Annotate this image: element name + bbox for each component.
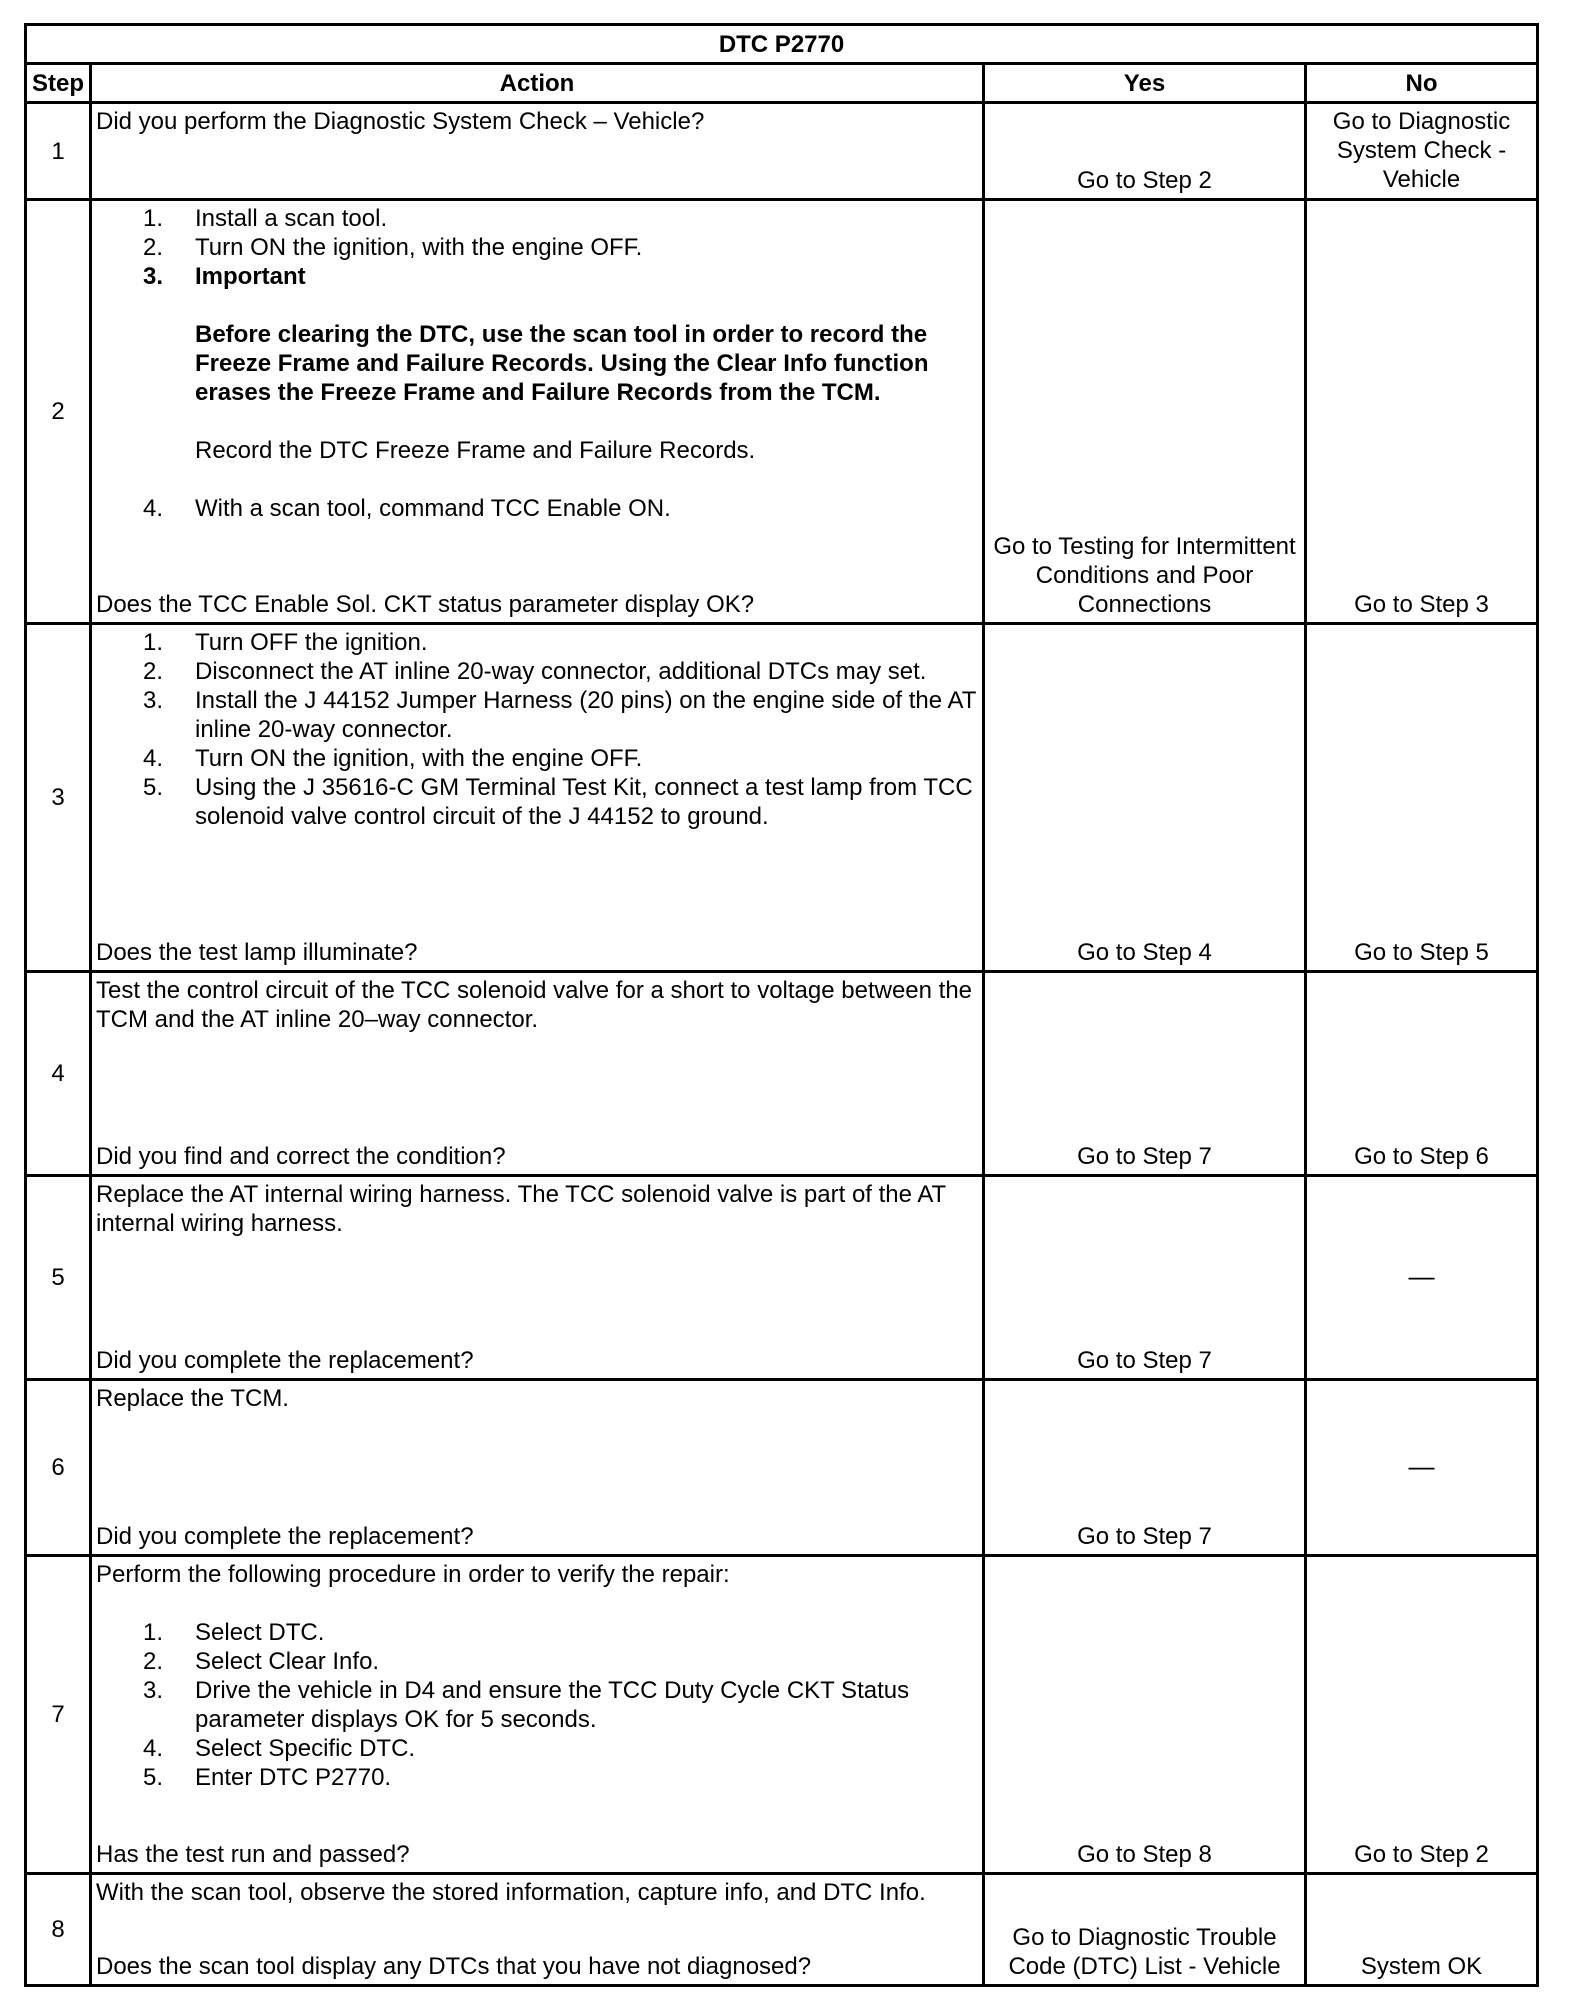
yes-cell: Go to Diagnostic Trouble Code (DTC) List - Vehicle xyxy=(984,1874,1306,1986)
list-item: Install a scan tool. xyxy=(195,205,388,232)
list-item: Turn ON the ignition, with the engine OFF. xyxy=(195,234,643,261)
yes-cell: Go to Step 7 xyxy=(984,1176,1306,1380)
header-action: Action xyxy=(91,64,984,103)
yes-cell: Go to Step 7 xyxy=(984,972,1306,1176)
no-cell: Go to Step 5 xyxy=(1306,624,1538,972)
no-cell: — xyxy=(1306,1176,1538,1380)
action-cell xyxy=(91,103,984,200)
important-note: Before clearing the DTC, use the scan tool in order to record the Freeze Frame and Failure Records. Using the Clear Info function erases the Freeze Frame and Failure Records from the TCM. xyxy=(195,321,929,406)
action-list xyxy=(96,204,978,291)
header-step: Step xyxy=(26,64,91,103)
action-question: Did you perform the Diagnostic System Check – Vehicle? xyxy=(96,108,705,135)
action-question: Did you find and correct the condition? xyxy=(96,1143,506,1170)
list-item: Select Clear Info. xyxy=(195,1648,380,1675)
title-row xyxy=(26,25,1538,64)
step-number: 4 xyxy=(26,972,91,1176)
list-item: Enter DTC P2770. xyxy=(195,1764,392,1791)
no-cell: Go to Step 2 xyxy=(1306,1556,1538,1874)
list-item: Install the J 44152 Jumper Harness (20 pins) on the engine side of the AT inline 20-way connector. xyxy=(195,687,976,743)
action-question: Does the TCC Enable Sol. CKT status parameter display OK? xyxy=(96,591,755,618)
no-cell: Go to Step 6 xyxy=(1306,972,1538,1176)
table-row xyxy=(26,103,1538,200)
action-cell xyxy=(91,1380,984,1556)
header-no: No xyxy=(1306,64,1538,103)
yes-cell: Go to Step 4 xyxy=(984,624,1306,972)
table-row xyxy=(26,1176,1538,1380)
header-yes: Yes xyxy=(984,64,1306,103)
no-cell: System OK xyxy=(1306,1874,1538,1986)
record-text: Record the DTC Freeze Frame and Failure Records. xyxy=(195,437,756,464)
list-item: Turn OFF the ignition. xyxy=(195,629,428,656)
list-item: With a scan tool, command TCC Enable ON. xyxy=(195,495,671,522)
list-item: Select Specific DTC. xyxy=(195,1735,416,1762)
table-row xyxy=(26,1874,1538,1986)
action-list xyxy=(96,494,978,523)
list-item: Turn ON the ignition, with the engine OFF. xyxy=(195,745,643,772)
yes-cell: Go to Step 7 xyxy=(984,1380,1306,1556)
step-number: 1 xyxy=(26,103,91,200)
action-question: Does the scan tool display any DTCs that you have not diagnosed? xyxy=(96,1953,812,1980)
action-list xyxy=(96,628,978,831)
action-list xyxy=(96,1618,978,1792)
header-row xyxy=(26,64,1538,103)
step-number: 3 xyxy=(26,624,91,972)
action-cell xyxy=(91,1874,984,1986)
action-question: Does the test lamp illuminate? xyxy=(96,939,418,966)
table-row xyxy=(26,1556,1538,1874)
action-text: Replace the TCM. xyxy=(96,1385,289,1412)
action-cell xyxy=(91,1176,984,1380)
list-item: Drive the vehicle in D4 and ensure the TCC Duty Cycle CKT Status parameter displays OK for 5 seconds. xyxy=(195,1677,910,1733)
action-text: Test the control circuit of the TCC solenoid valve for a short to voltage between the TCM and the AT inline 20–way connector. xyxy=(96,977,973,1033)
action-text: Perform the following procedure in order to verify the repair: xyxy=(96,1561,730,1588)
action-cell xyxy=(91,972,984,1176)
action-text: Replace the AT internal wiring harness. The TCC solenoid valve is part of the AT internal wiring harness. xyxy=(96,1181,946,1237)
no-cell: Go to Step 3 xyxy=(1306,200,1538,624)
action-cell xyxy=(91,200,984,624)
action-cell xyxy=(91,1556,984,1874)
step-number: 2 xyxy=(26,200,91,624)
yes-cell: Go to Step 2 xyxy=(984,103,1306,200)
action-text: With the scan tool, observe the stored information, capture info, and DTC Info. xyxy=(96,1879,926,1906)
action-question: Did you complete the replacement? xyxy=(96,1523,474,1550)
yes-cell: Go to Step 8 xyxy=(984,1556,1306,1874)
action-question: Has the test run and passed? xyxy=(96,1841,410,1868)
action-question: Did you complete the replacement? xyxy=(96,1347,474,1374)
step-number: 7 xyxy=(26,1556,91,1874)
table-row xyxy=(26,200,1538,624)
table-row xyxy=(26,972,1538,1176)
list-item: Disconnect the AT inline 20-way connector, additional DTCs may set. xyxy=(195,658,927,685)
yes-cell: Go to Testing for Intermittent Conditions and Poor Connections xyxy=(984,200,1306,624)
dtc-table xyxy=(24,23,1539,1987)
table-row xyxy=(26,624,1538,972)
list-item: Important xyxy=(195,263,306,290)
no-cell: — xyxy=(1306,1380,1538,1556)
step-number: 5 xyxy=(26,1176,91,1380)
step-number: 8 xyxy=(26,1874,91,1986)
table-row xyxy=(26,1380,1538,1556)
list-item: Select DTC. xyxy=(195,1619,325,1646)
list-item: Using the J 35616-C GM Terminal Test Kit, connect a test lamp from TCC solenoid valve control circuit of the J 44152 to ground. xyxy=(195,774,973,830)
table-title: DTC P2770 xyxy=(26,25,1538,64)
step-number: 6 xyxy=(26,1380,91,1556)
no-cell: Go to Diagnostic System Check - Vehicle xyxy=(1306,103,1538,200)
action-cell xyxy=(91,624,984,972)
